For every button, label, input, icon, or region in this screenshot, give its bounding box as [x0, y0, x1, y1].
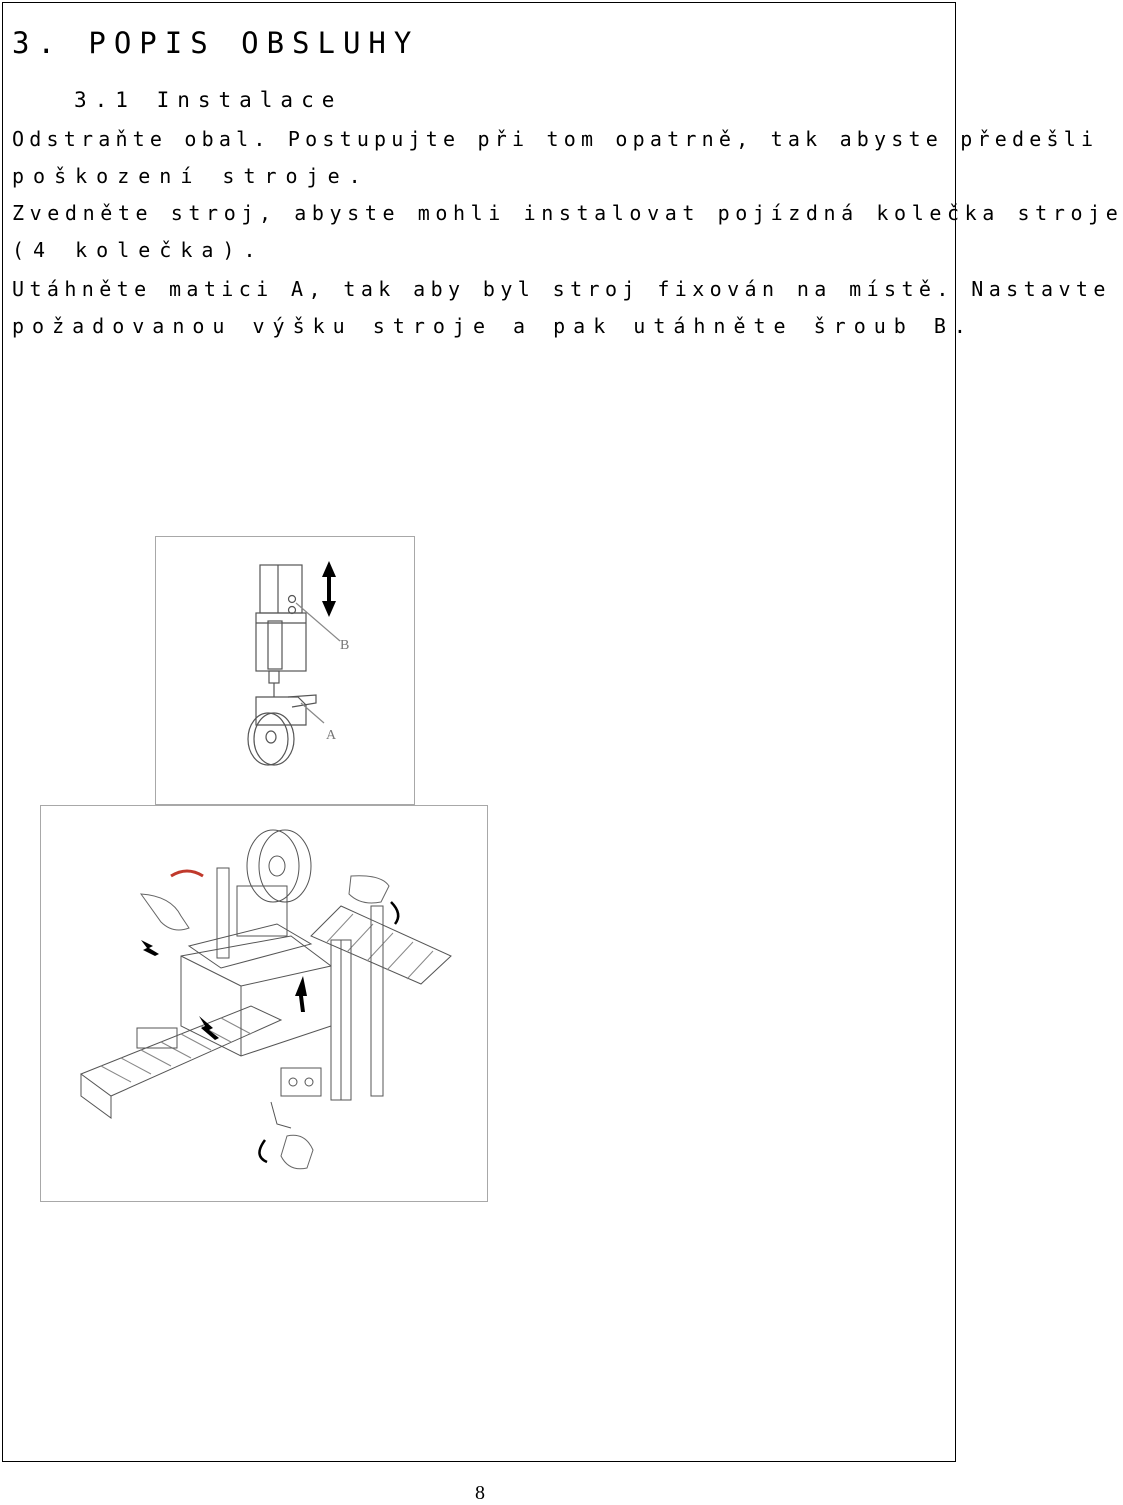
- rotate-arrow-red: [171, 871, 203, 876]
- subsection-heading: 3.1 Instalace: [74, 88, 343, 112]
- paragraph-3-line-1: Utáhněte matici A, tak aby byl stroj fixován na místě. Nastavte: [12, 277, 1111, 301]
- section-heading: 3. POPIS OBSLUHY: [12, 26, 420, 60]
- caster-figure: [155, 536, 415, 805]
- paragraph-2-line-1: Zvedněte stroj, abyste mohli instalovat pojízdná kolečka stroje: [12, 201, 1123, 225]
- control-panel: [281, 1068, 321, 1096]
- hand-left: [141, 894, 189, 930]
- rotate-arrow-bottom: [259, 1140, 267, 1162]
- adjust-arrows: [141, 940, 307, 1040]
- hand-bottom: [281, 1135, 313, 1169]
- paragraph-2-line-2: (4 kolečka).: [12, 238, 265, 262]
- page-number: 8: [475, 1482, 485, 1504]
- hand-right: [349, 876, 389, 903]
- machine-figure: [40, 805, 488, 1202]
- paragraph-1-line-1: Odstraňte obal. Postupujte při tom opatrně, tak abyste předešli: [12, 127, 1099, 151]
- label-b: B: [340, 638, 350, 653]
- caster-fork: [256, 697, 306, 725]
- tape-roll: [247, 830, 299, 902]
- leg-upper-tube: [260, 565, 302, 613]
- paragraph-1-line-2: poškození stroje.: [12, 164, 370, 188]
- caster-drawing: [156, 537, 414, 804]
- left-column: [217, 868, 229, 958]
- screw-head-top: [289, 596, 296, 603]
- label-a: A: [326, 728, 337, 743]
- conveyor-right: [311, 906, 451, 984]
- rotate-arrow-right: [391, 902, 398, 924]
- height-adjust-arrow: [322, 561, 336, 617]
- leg-lower-tube: [256, 613, 306, 671]
- machine-drawing: [41, 806, 487, 1201]
- machine-body: [181, 936, 331, 1056]
- paragraph-3-line-2: požadovanou výšku stroje a pak utáhněte šroub B.: [12, 314, 974, 338]
